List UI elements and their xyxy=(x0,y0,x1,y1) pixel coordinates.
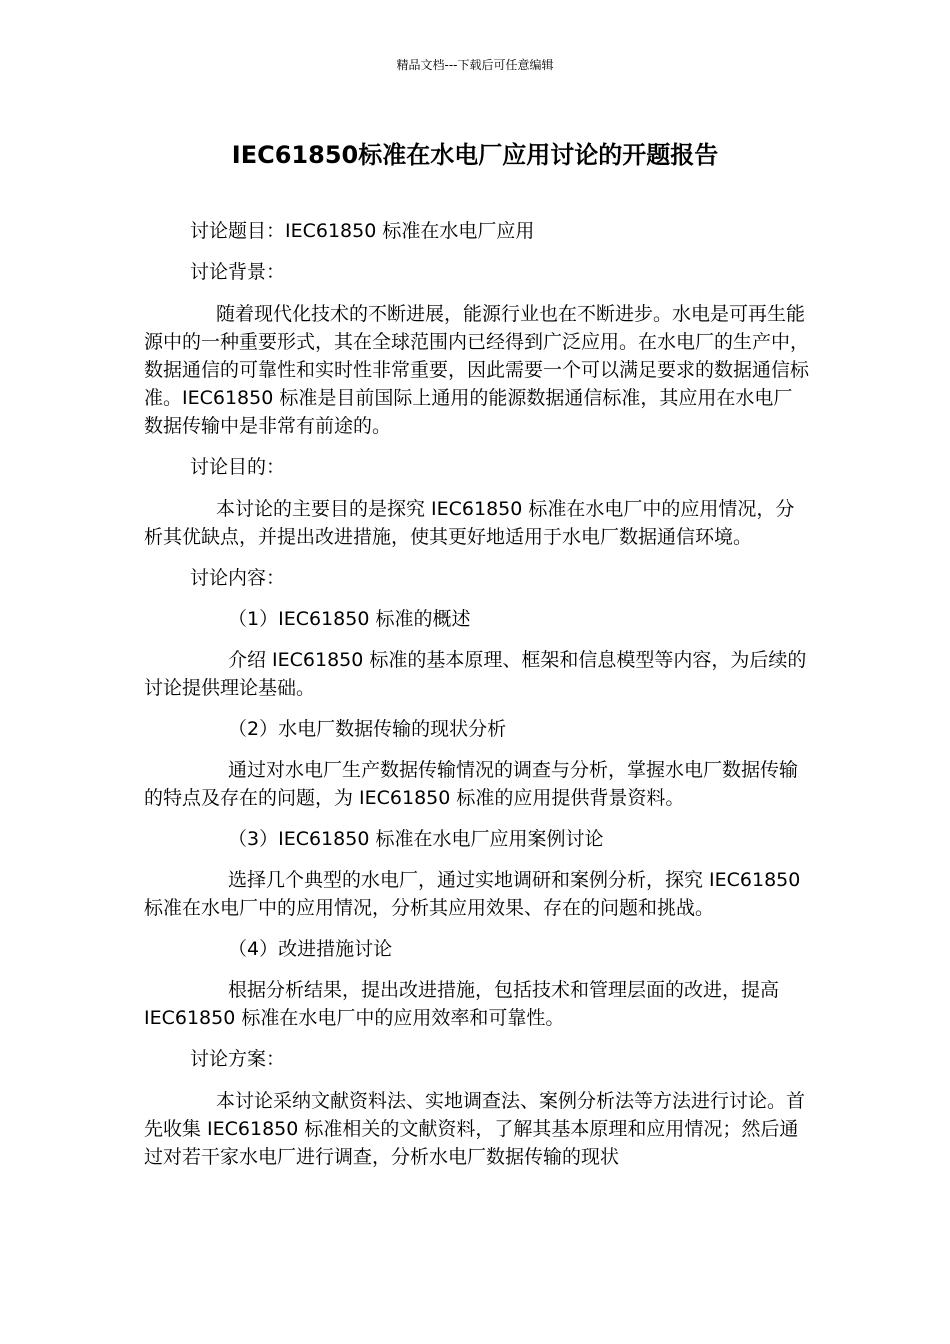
purpose-paragraph: 本讨论的主要目的是探究 IEC61850 标准在水电厂中的应用情况，分析其优缺点，并提出改进措施，使其更好地适用于水电厂数据通信环境。 xyxy=(144,498,795,548)
document-body xyxy=(144,217,810,1171)
header-note: 精品文档---下载后可任意编辑 xyxy=(396,58,554,72)
item-heading: （2）水电厂数据传输的现状分析 xyxy=(228,718,507,740)
item-paragraph: 介绍 IEC61850 标准的基本原理、框架和信息模型等内容，为后续的讨论提供理论基础。 xyxy=(144,649,807,699)
content-label: 讨论内容： xyxy=(190,567,286,589)
item-paragraph: 根据分析结果，提出改进措施，包括技术和管理层面的改进，提高 IEC61850 标准在水电厂中的应用效率和可靠性。 xyxy=(144,979,780,1029)
background-label: 讨论背景： xyxy=(190,261,286,283)
item-heading: （4）改进措施讨论 xyxy=(228,938,393,960)
plan-label: 讨论方案： xyxy=(190,1048,286,1070)
plan-paragraph: 本讨论采纳文献资料法、实地调查法、案例分析法等方法进行讨论。首先收集 IEC61850 标准相关的文献资料，了解其基本原理和应用情况；然后通过对若干家水电厂进行调查，分析水电厂数据传输的现状 xyxy=(144,1090,806,1168)
background-paragraph: 随着现代化技术的不断进展，能源行业也在不断进步。水电是可再生能源中的一种重要形式，其在全球范围内已经得到广泛应用。在水电厂的生产中，数据通信的可靠性和实时性非常重要，因此需要一个可以满足要求的数据通信标准。IEC61850 标准是目前国际上通用的能源数据通信标准，其应用在水电厂数据传输中是非常有前途的。 xyxy=(144,303,810,437)
page-title: IEC61850标准在水电厂应用讨论的开题报告 xyxy=(231,141,719,169)
topic-line: 讨论题目：IEC61850 标准在水电厂应用 xyxy=(190,220,535,242)
item-paragraph: 选择几个典型的水电厂，通过实地调研和案例分析，探究 IEC61850 标准在水电厂中的应用情况，分析其应用效果、存在的问题和挑战。 xyxy=(144,869,801,919)
item-paragraph: 通过对水电厂生产数据传输情况的调查与分析，掌握水电厂数据传输的特点及存在的问题，为 IEC61850 标准的应用提供背景资料。 xyxy=(144,759,799,809)
item-heading: （1）IEC61850 标准的概述 xyxy=(228,608,471,630)
item-heading: （3）IEC61850 标准在水电厂应用案例讨论 xyxy=(228,828,604,850)
purpose-label: 讨论目的： xyxy=(190,456,286,478)
